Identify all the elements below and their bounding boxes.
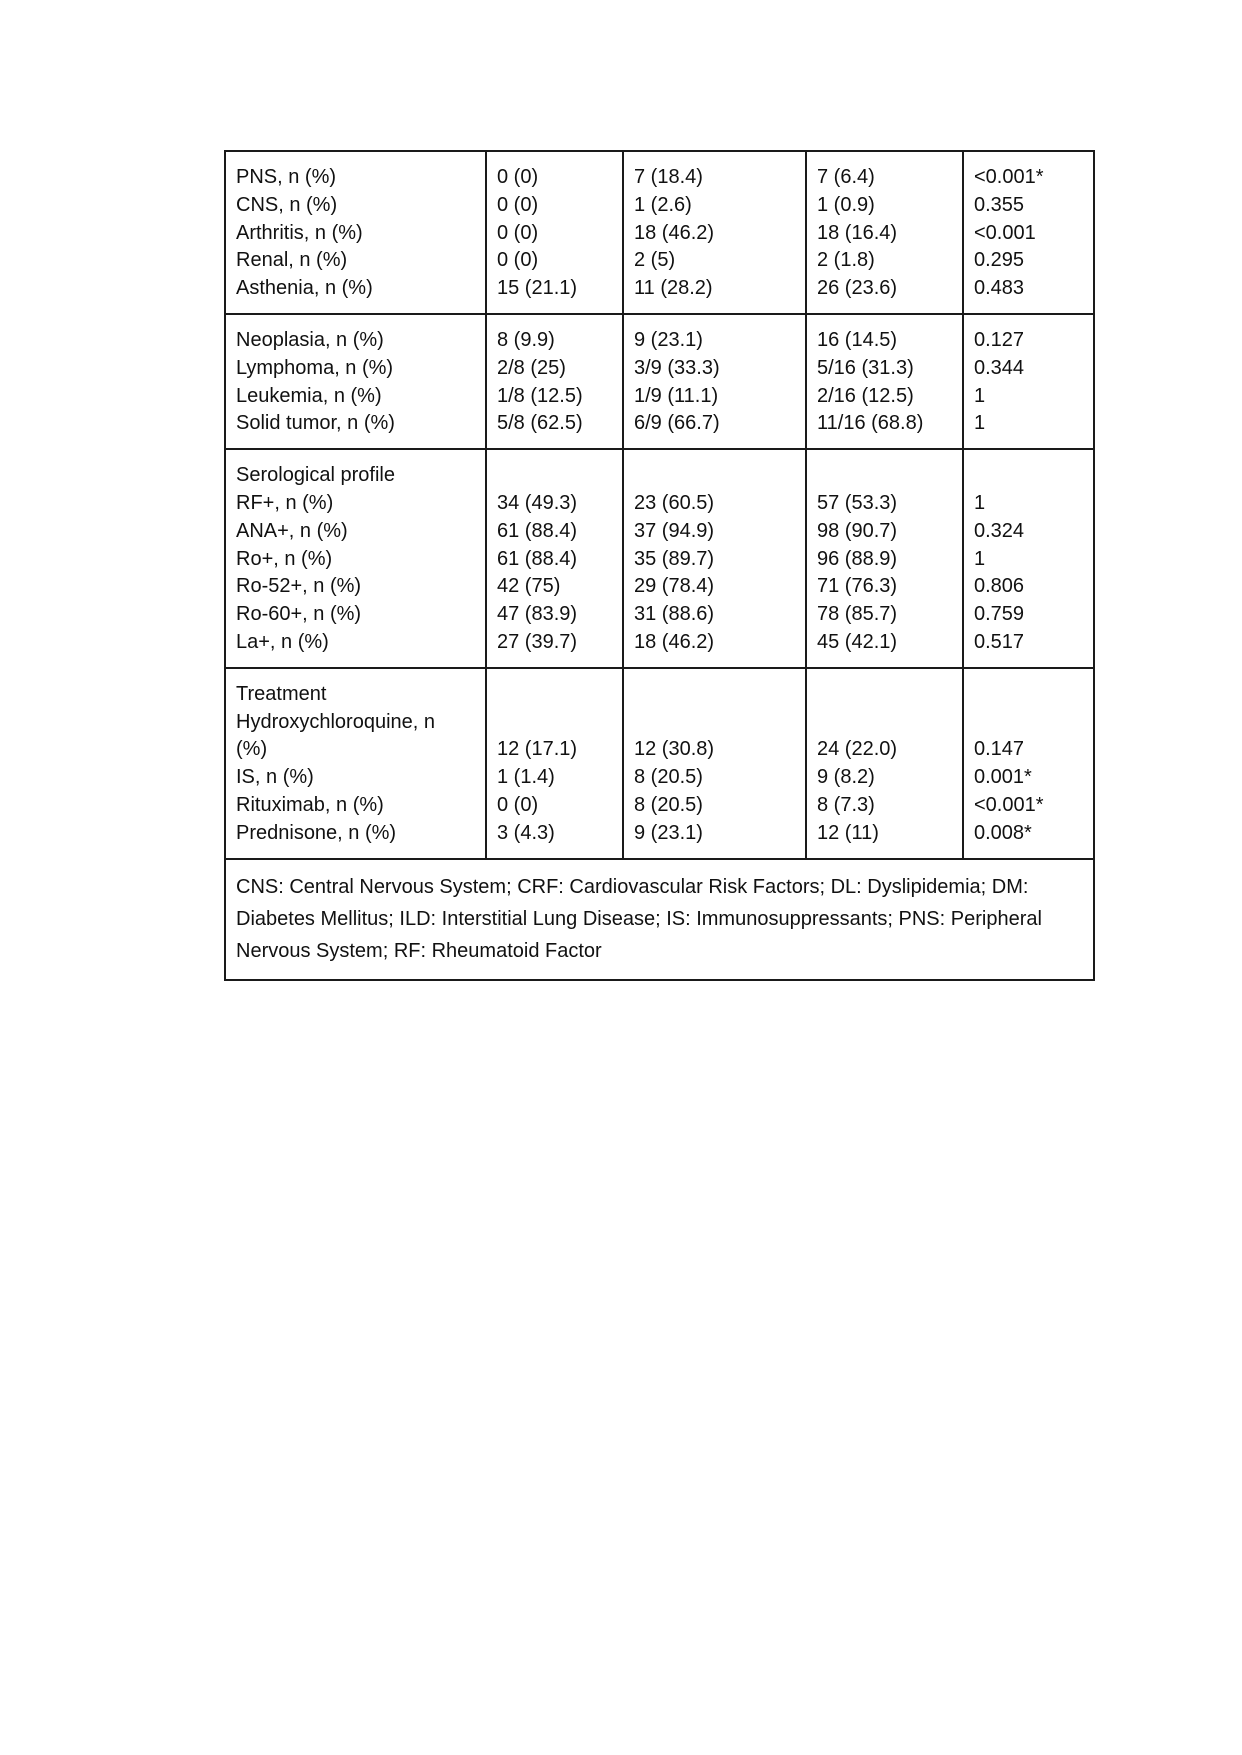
- table-section: [226, 450, 1093, 669]
- cell-value: 1: [974, 491, 986, 514]
- row-label: RF+, n (%): [236, 491, 334, 514]
- cell-value: 26 (23.6): [817, 277, 898, 300]
- cell-value: <0.001*: [974, 793, 1044, 816]
- cell-value: 71 (76.3): [817, 575, 898, 598]
- row-label: IS, n (%): [236, 766, 314, 789]
- cell-value: 0.759: [974, 603, 1025, 626]
- cell-value: 0 (0): [497, 166, 539, 188]
- cell-value: 2/8 (25): [497, 356, 566, 379]
- cell-value: 0 (0): [497, 249, 539, 272]
- row-label: Solid tumor, n (%): [236, 412, 395, 435]
- table-footnote: CNS: Central Nervous System; CRF: Cardiovascular Risk Factors; DL: Dyslipidemia; DM: Diabetes Mellitus; ILD: Interstitial Lung Disease; IS: Immunosuppressants; PNS: Peripheral Nervous System; RF: Rheumatoid Factor: [236, 875, 1042, 962]
- table-section: [226, 669, 1093, 860]
- row-label: Rituximab, n (%): [236, 793, 384, 816]
- spacer: [497, 462, 616, 490]
- cell-value: <0.001: [974, 221, 1036, 244]
- row-label: Prednisone, n (%): [236, 821, 397, 844]
- cell-value: 96 (88.9): [817, 547, 898, 570]
- table-section: [226, 315, 1093, 450]
- row-label: Ro-60+, n (%): [236, 603, 362, 626]
- group1-cell: [485, 669, 622, 858]
- row-label: Renal, n (%): [236, 249, 348, 272]
- cell-value: 0.324: [974, 519, 1025, 542]
- cell-value: 2 (5): [634, 249, 676, 272]
- cell-value: 0.295: [974, 249, 1025, 272]
- cell-value: 8 (7.3): [817, 793, 875, 816]
- p-value-cell: [962, 152, 1093, 313]
- cell-value: 6/9 (66.7): [634, 412, 720, 435]
- row-label: Leukemia, n (%): [236, 384, 382, 407]
- cell-value: 2/16 (12.5): [817, 384, 914, 407]
- cell-value: 11/16 (68.8): [817, 412, 924, 435]
- cell-value: 18 (46.2): [634, 630, 715, 653]
- cell-value: 0.127: [974, 328, 1025, 351]
- section-heading: Treatment: [236, 682, 327, 705]
- spacer: [634, 681, 799, 709]
- cell-value: 1 (0.9): [817, 193, 875, 216]
- cell-value: 1: [974, 384, 986, 407]
- row-label: Ro+, n (%): [236, 547, 333, 570]
- spacer: [817, 462, 956, 490]
- cell-value: 9 (23.1): [634, 328, 703, 351]
- cell-value: 1 (1.4): [497, 766, 555, 789]
- cell-value: 7 (18.4): [634, 166, 703, 188]
- total-cell: [805, 450, 962, 667]
- row-label: ANA+, n (%): [236, 519, 348, 542]
- cell-value: 15 (21.1): [497, 277, 578, 300]
- row-label: Ro-52+, n (%): [236, 575, 362, 598]
- cell-value: 2 (1.8): [817, 249, 875, 272]
- row-label: PNS, n (%): [236, 166, 337, 188]
- row-label: Lymphoma, n (%): [236, 356, 394, 379]
- cell-value: 0 (0): [497, 221, 539, 244]
- cell-value: 29 (78.4): [634, 575, 715, 598]
- section-heading: Serological profile: [236, 464, 395, 487]
- cell-value: 98 (90.7): [817, 519, 898, 542]
- cell-value: 34 (49.3): [497, 491, 578, 514]
- cell-value: 8 (20.5): [634, 793, 703, 816]
- group2-cell: [622, 315, 805, 448]
- total-cell: [805, 669, 962, 858]
- spacer: [974, 681, 1087, 709]
- row-label: Hydroxychloroquine, n: [236, 710, 435, 733]
- cell-value: 1: [974, 412, 986, 435]
- cell-value: 78 (85.7): [817, 603, 898, 626]
- group2-cell: [622, 152, 805, 313]
- group1-cell: [485, 152, 622, 313]
- row-label: Neoplasia, n (%): [236, 328, 384, 351]
- cell-value: 12 (30.8): [634, 738, 715, 761]
- row-label-cell: [226, 669, 485, 858]
- row-label-cell: [226, 315, 485, 448]
- cell-value: 0.008*: [974, 821, 1032, 844]
- cell-value: 18 (46.2): [634, 221, 715, 244]
- group1-cell: [485, 450, 622, 667]
- row-label-cell: [226, 152, 485, 313]
- group2-cell: [622, 450, 805, 667]
- cell-value: 5/16 (31.3): [817, 356, 914, 379]
- total-cell: [805, 315, 962, 448]
- cell-value: 8 (9.9): [497, 328, 555, 351]
- cell-value: 37 (94.9): [634, 519, 715, 542]
- cell-value: 1/8 (12.5): [497, 384, 583, 407]
- table-section: [226, 152, 1093, 315]
- cell-value: 24 (22.0): [817, 738, 898, 761]
- cell-value: 23 (60.5): [634, 491, 715, 514]
- cell-value: 9 (23.1): [634, 821, 703, 844]
- spacer: [817, 709, 956, 737]
- cell-value: 5/8 (62.5): [497, 412, 583, 435]
- cell-value: 61 (88.4): [497, 547, 578, 570]
- cell-value: 0.483: [974, 277, 1025, 300]
- spacer: [974, 462, 1087, 490]
- cell-value: 1/9 (11.1): [634, 384, 719, 407]
- cell-value: 27 (39.7): [497, 630, 578, 653]
- cell-value: 16 (14.5): [817, 328, 898, 351]
- cell-value: 1 (2.6): [634, 193, 692, 216]
- row-label: Asthenia, n (%): [236, 277, 373, 300]
- cell-value: 47 (83.9): [497, 603, 578, 626]
- cell-value: 7 (6.4): [817, 166, 875, 188]
- cell-value: 8 (20.5): [634, 766, 703, 789]
- cell-value: 0.806: [974, 575, 1025, 598]
- cell-value: <0.001*: [974, 166, 1044, 188]
- spacer: [634, 709, 799, 737]
- cell-value: 31 (88.6): [634, 603, 715, 626]
- p-value-cell: [962, 669, 1093, 858]
- spacer: [634, 462, 799, 490]
- cell-value: 35 (89.7): [634, 547, 715, 570]
- spacer: [974, 709, 1087, 737]
- cell-value: 3/9 (33.3): [634, 356, 720, 379]
- row-label-cell: [226, 450, 485, 667]
- cell-value: 18 (16.4): [817, 221, 898, 244]
- cell-value: 11 (28.2): [634, 277, 713, 300]
- row-label: CNS, n (%): [236, 193, 338, 216]
- group1-cell: [485, 315, 622, 448]
- cell-value: 0 (0): [497, 193, 539, 216]
- spacer: [497, 681, 616, 709]
- cell-value: 0.344: [974, 356, 1025, 379]
- cell-value: 0.355: [974, 193, 1025, 216]
- row-label: Arthritis, n (%): [236, 221, 363, 244]
- p-value-cell: [962, 315, 1093, 448]
- cell-value: 42 (75): [497, 575, 561, 598]
- row-label: La+, n (%): [236, 630, 329, 653]
- cell-value: 3 (4.3): [497, 821, 555, 844]
- data-table: [224, 150, 1095, 981]
- cell-value: 9 (8.2): [817, 766, 875, 789]
- total-cell: [805, 152, 962, 313]
- cell-value: 61 (88.4): [497, 519, 578, 542]
- cell-value: 1: [974, 547, 986, 570]
- cell-value: 45 (42.1): [817, 630, 898, 653]
- cell-value: 0 (0): [497, 793, 539, 816]
- cell-value: 12 (17.1): [497, 738, 578, 761]
- row-label: (%): [236, 738, 268, 761]
- cell-value: 0.147: [974, 738, 1025, 761]
- cell-value: 57 (53.3): [817, 491, 898, 514]
- p-value-cell: [962, 450, 1093, 667]
- spacer: [497, 709, 616, 737]
- cell-value: 12 (11): [817, 821, 879, 844]
- spacer: [817, 681, 956, 709]
- group2-cell: [622, 669, 805, 858]
- cell-value: 0.517: [974, 630, 1025, 653]
- cell-value: 0.001*: [974, 766, 1032, 789]
